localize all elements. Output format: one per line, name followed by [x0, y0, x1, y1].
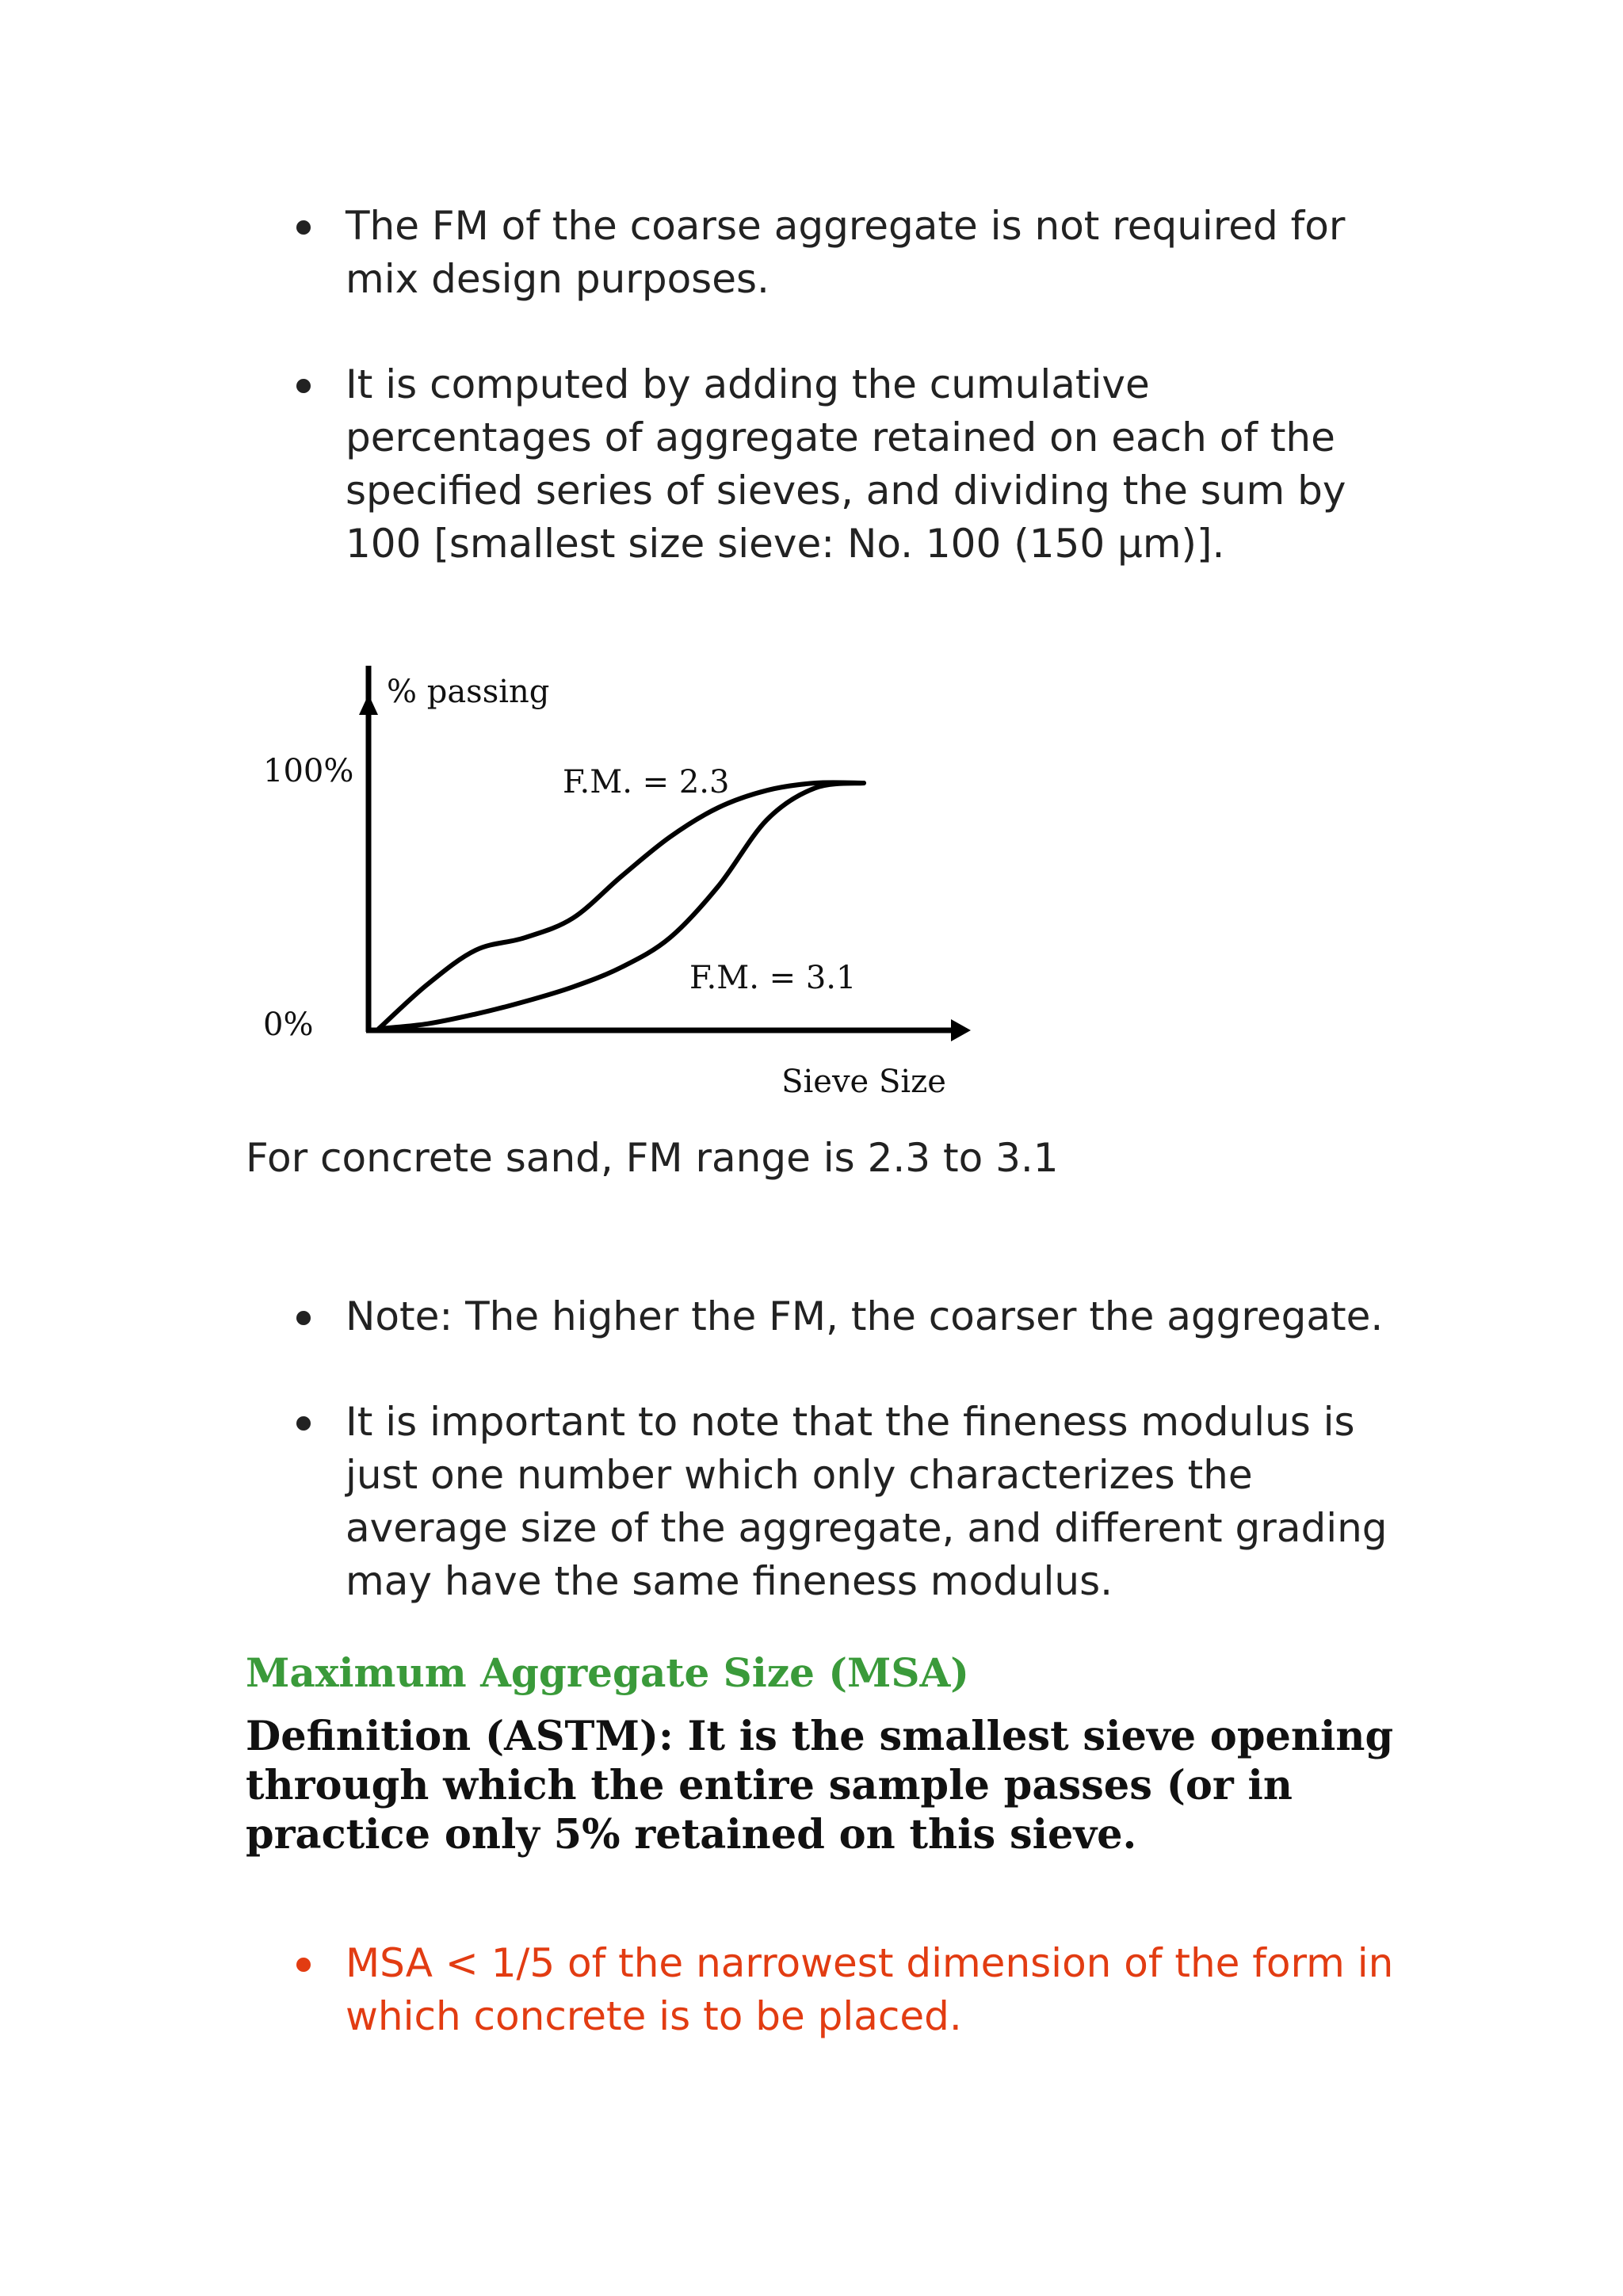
list-item-text: It is computed by adding the cumulative percentages of aggregate retained on each of the specified series of sieves, and dividing the sum by 100 [smallest size sieve: No. 100 (150 μm)]. [346, 361, 1346, 567]
bullet-dot-icon [296, 1958, 311, 1972]
bullet-dot-icon [296, 220, 311, 235]
list-item-text: Note: The higher the FM, the coarser the aggregate. [346, 1293, 1384, 1339]
y-tick-label: 100% [263, 753, 354, 789]
bullet-dot-icon [296, 379, 311, 393]
series-label: F.M. = 3.1 [689, 960, 857, 996]
figure-caption: For concrete sand, FM range is 2.3 to 3.1 [246, 1135, 1059, 1181]
list-item-text: It is important to note that the fineness modulus is just one number which only characterizes the average size of the aggregate, and different grading may have the same fineness modulus. [346, 1399, 1388, 1604]
bullet-list-bottom [293, 1937, 1403, 2095]
list-item [293, 200, 1403, 306]
list-item [293, 1937, 1403, 2043]
series-label: F.M. = 2.3 [563, 764, 730, 800]
y-tick-label: 0% [263, 1007, 314, 1043]
grading-curve-figure [254, 666, 983, 1110]
x-axis-label: Sieve Size [781, 1064, 946, 1100]
y-axis-arrow-icon [359, 694, 378, 715]
list-item-text: MSA < 1/5 of the narrowest dimension of the form in which concrete is to be placed. [346, 1940, 1394, 2039]
section-title: Maximum Aggregate Size (MSA) [246, 1649, 969, 1696]
list-item-text: The FM of the coarse aggregate is not required for mix design purposes. [346, 203, 1346, 302]
bullet-dot-icon [296, 1416, 311, 1431]
grading-curve-chart [254, 666, 983, 1110]
bullet-list-mid [293, 1290, 1403, 1660]
list-item [293, 1290, 1403, 1343]
bullet-list-top [293, 200, 1403, 623]
y-axis-label: % passing [387, 674, 550, 710]
list-item [293, 358, 1403, 571]
list-item [293, 1396, 1403, 1608]
bullet-dot-icon [296, 1311, 311, 1325]
definition-text: Definition (ASTM): It is the smallest sieve opening through which the entire sample passes (or in practice only 5% retained on this sieve. [246, 1713, 1394, 1859]
x-axis-arrow-icon [951, 1019, 971, 1041]
